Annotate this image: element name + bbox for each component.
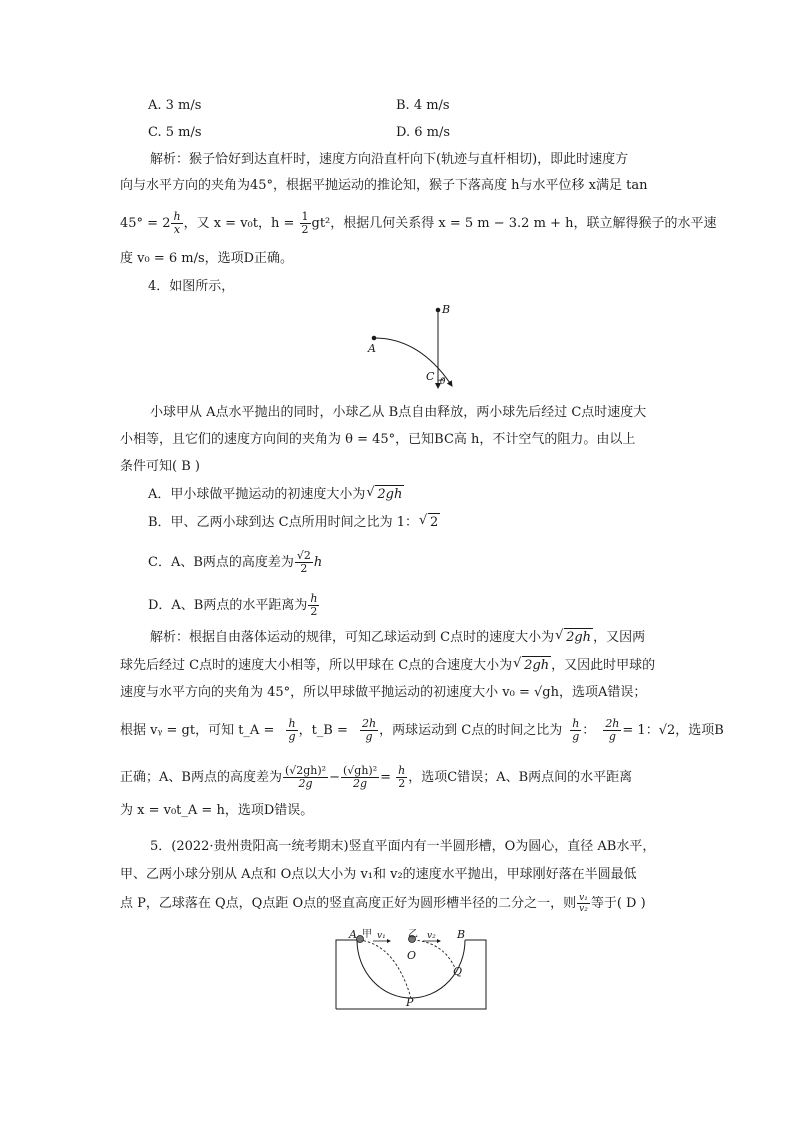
trajectory-yi [413, 940, 455, 968]
q4-stem-intro: 4．如图所示， [148, 279, 235, 294]
fraction-v1-over-v2: $\frac{\text{v₁}}{\text{v₂}}$ [579, 893, 588, 914]
q4-solution-line-2: 球先后经过 C点时的速度大小相等，所以甲球在 C点的合速度大小为√ 2gh ，又因此时甲球的 [120, 656, 655, 675]
q3-option-d: D. 6 m/s [396, 125, 451, 140]
label-b: B [442, 303, 451, 316]
q3-solution-line-3: 45° = 2 $\frac{h}{x}$ ，又 x = v₀t，h = $\frac{1}{2}$ gt²，根据几何关系得 x = 5 m − 3.2 m + h，联立解得猴子的水平速 [120, 210, 717, 236]
q4-solution-line-4: 根据 vᵧ = gt，可知 t_A = $\frac{h}{g}$ ，t_B = $\frac{2h}{g}$ ，两球运动到 C点的时间之比为 $\frac{h}{g}$ ： $\frac{2h}{g}$ = 1：√2，选项B [120, 717, 724, 743]
q5-figure [335, 928, 487, 1010]
q4-stem-line-1: 小球甲从 A点水平抛出的同时，小球乙从 B点自由释放，两小球先后经过 C点时速度大 [150, 405, 647, 420]
q4-option-b: B．甲、乙两小球到达 C点所用时间之比为 1：√ 2 [148, 513, 440, 532]
q3-option-a: A. 3 m/s [148, 98, 202, 113]
q3-option-b: B. 4 m/s [396, 98, 450, 113]
label-c: C [426, 370, 435, 383]
label-b: B [457, 928, 466, 941]
label-a: A [349, 928, 357, 941]
trajectory-jia [359, 940, 411, 998]
label-a: A [368, 342, 376, 355]
q5-stem-line-2: 甲、乙两小球分别从 A点和 O点以大小为 v₁和 v₂的速度水平抛出，甲球刚好落在半圆最低 [120, 867, 637, 882]
q3-solution-line-1: 解析：猴子恰好到达直杆时，速度方向沿直杆向下(轨迹与直杆相切)，即此时速度方 [150, 152, 629, 167]
q3-option-c: C. 5 m/s [148, 125, 202, 140]
q4-option-d: D．A、B两点的水平距离为 $\frac{h}{2}$ [148, 592, 318, 618]
q4-option-a: A．甲小球做平抛运动的初速度大小为√ 2gh [148, 485, 404, 504]
label-v1: v₁ [377, 931, 386, 941]
q4-option-c: C．A、B两点的高度差为 $\frac{√2}{2}$ h [148, 549, 323, 575]
label-theta: θ [440, 377, 446, 387]
q4-solution-line-5: 正确；A、B两点的高度差为 $\frac{\text{(√2gh)²}}{2g}$ − $\frac{\text{(√gh)²}}{2g}$ = $\frac{h}{2}$ ，选项C错误；A、B两点间的水平距离 [120, 764, 633, 790]
q4-solution-line-1: 解析：根据自由落体运动的规律，可知乙球运动到 C点时的速度大小为√ 2gh ，又因两 [150, 628, 645, 647]
label-v2: v₂ [427, 931, 436, 941]
q4-stem-line-2: 小相等，且它们的速度方向间的夹角为 θ = 45°，已知BC高 h，不计空气的阻力。由以上 [120, 432, 636, 447]
fraction-root2-over-2: $\frac{√2}{2}$ [296, 549, 311, 575]
label-jia: 甲 [362, 929, 372, 940]
label-yi: 乙 [408, 929, 418, 940]
q5-stem-line-1: 5．(2022·贵州贵阳高一统考期末)竖直平面内有一半圆形槽，O为圆心，直径 AB水平， [150, 839, 656, 854]
q3-solution-line-4: 度 v₀ = 6 m/s，选项D正确。 [120, 251, 294, 266]
q4-figure [360, 300, 470, 395]
fraction-h-over-x: $\frac{h}{x}$ [173, 210, 181, 236]
label-q: Q [453, 965, 463, 978]
q5-stem-line-3: 点 P，乙球落在 Q点，Q点距 O点的竖直高度正好为圆形槽半径的二分之一，则 $\frac{\text{v₁}}{\text{v₂}}$ 等于( D ) [120, 893, 646, 914]
q4-solution-line-3: 速度与水平方向的夹角为 45°，所以甲球做平抛运动的初速度大小 v₀ = √gh，选项A错误； [120, 685, 647, 700]
label-o: O [407, 949, 417, 962]
q4-stem-line-3: 条件可知( B ) [120, 459, 200, 474]
fraction-one-half: $\frac{1}{2}$ [301, 210, 309, 236]
label-p: P [406, 996, 414, 1009]
fraction-h-over-2: $\frac{h}{2}$ [310, 592, 318, 618]
q3-solution-line-2: 向与水平方向的夹角为45°，根据平抛运动的推论知，猴子下落高度 h与水平位移 x满足 tan [120, 178, 648, 193]
q4-solution-line-6: 为 x = v₀t_A = h，选项D错误。 [120, 803, 314, 818]
